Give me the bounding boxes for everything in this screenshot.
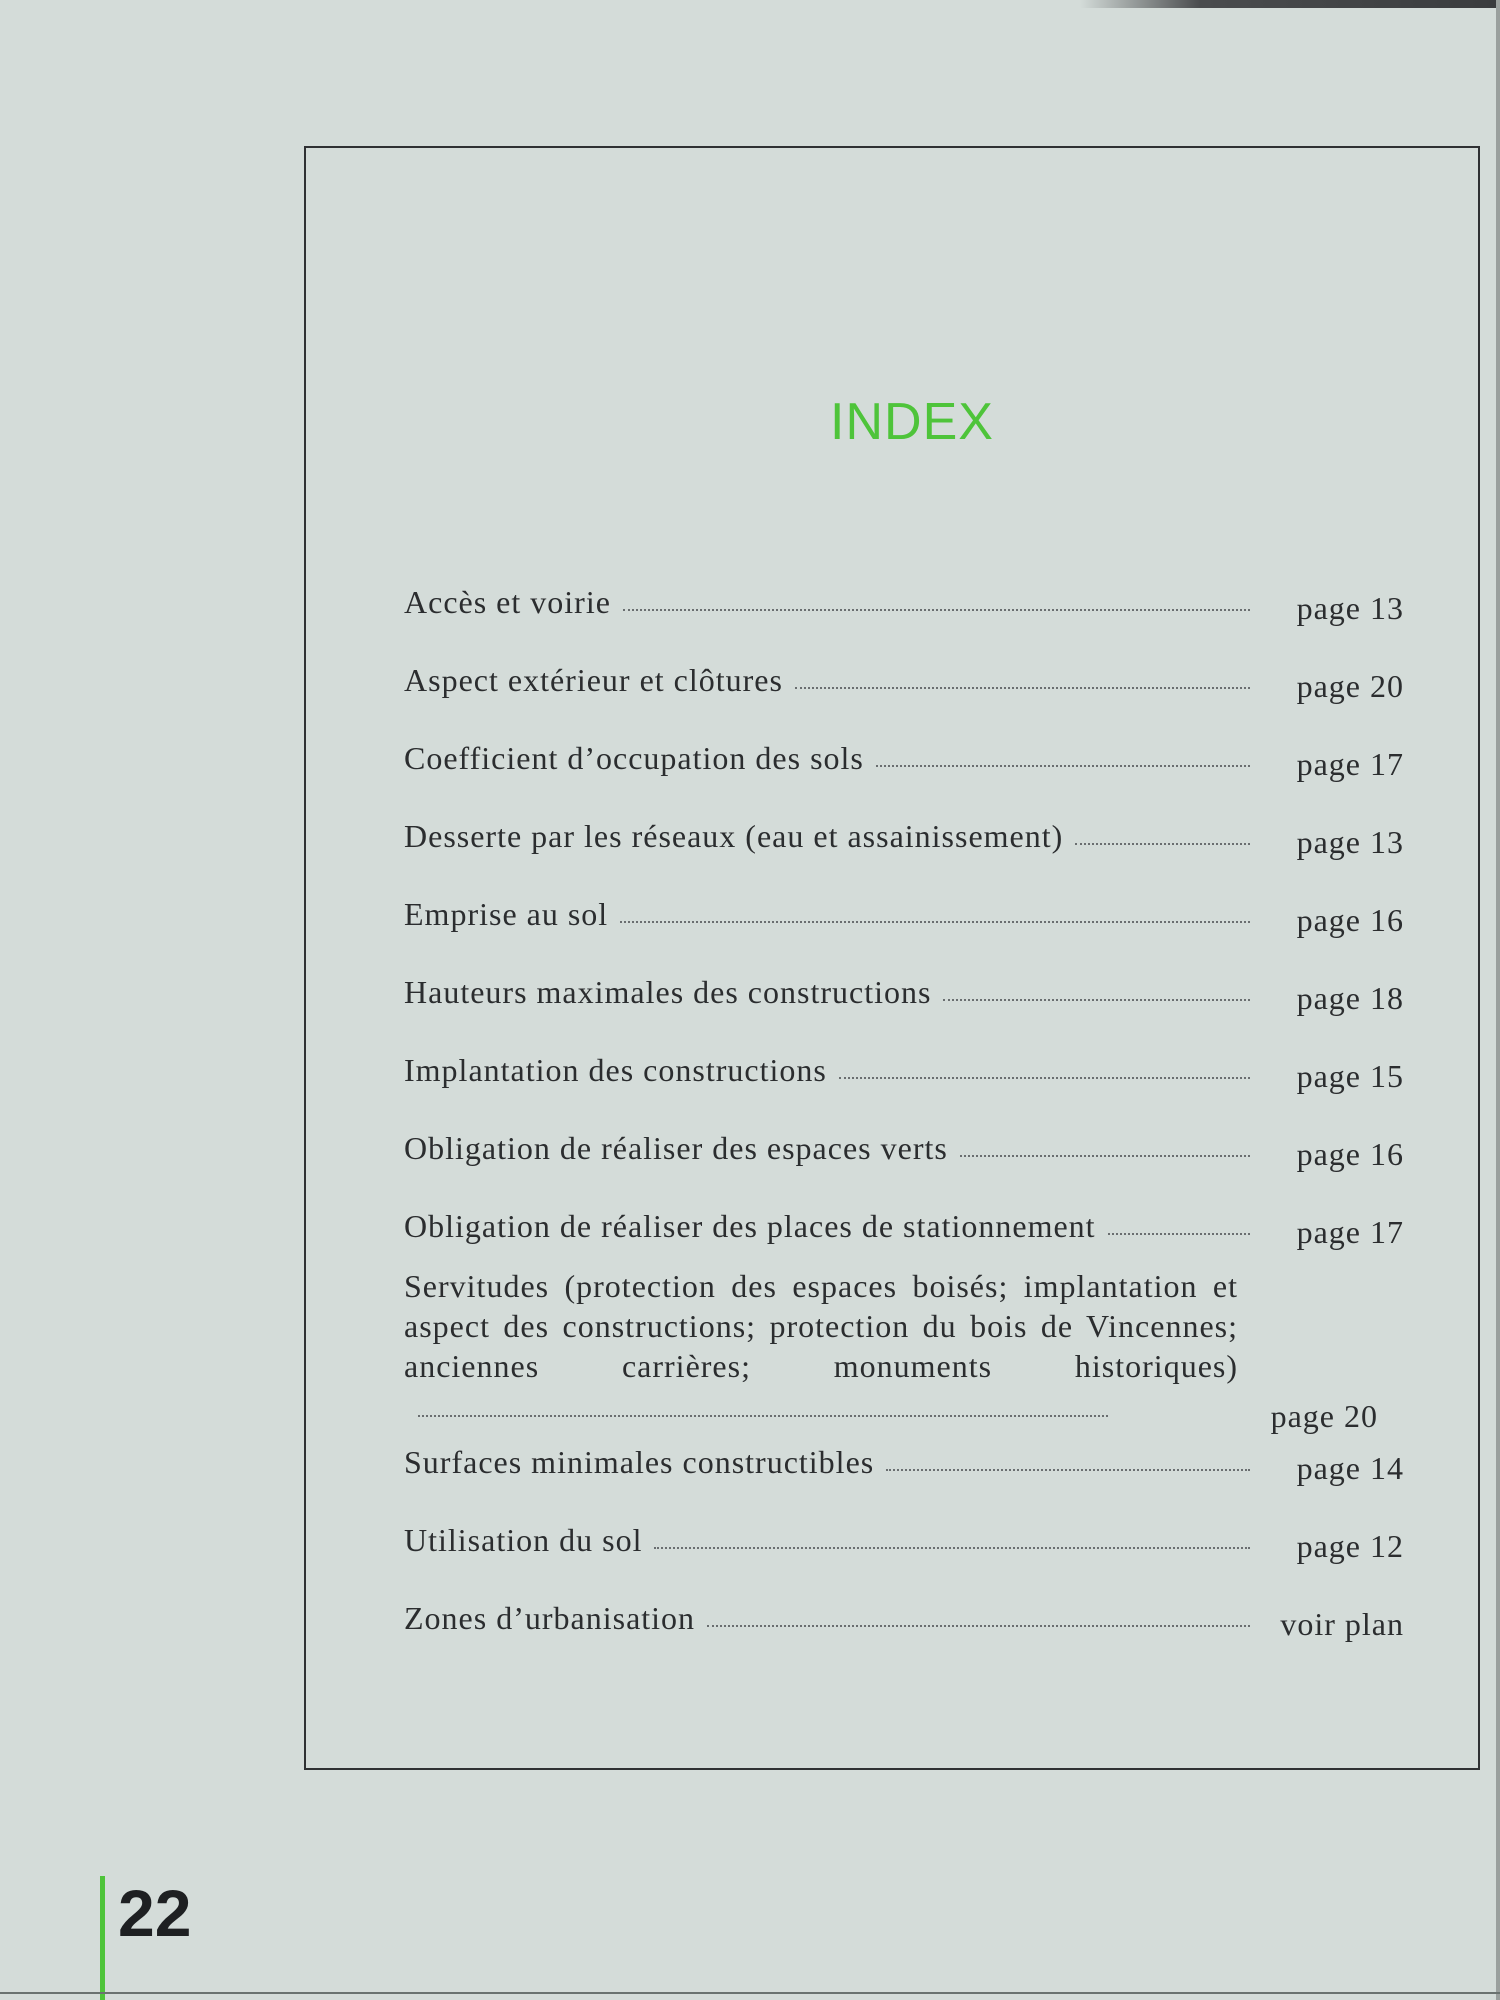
- entry-label: Accès et voirie: [404, 584, 611, 620]
- top-edge-shadow: [0, 0, 1500, 8]
- entry-page: page 20: [1296, 668, 1404, 704]
- index-entry: [404, 898, 1404, 976]
- entry-page: page 16: [1296, 902, 1404, 938]
- entry-label-text: Servitudes (protection des espaces boisés; implantation et aspect des constructions; protection du bois de Vincennes; anciennes carrières; monuments historiques): [404, 1268, 1238, 1384]
- entry-page: page 18: [1296, 980, 1404, 1016]
- dot-leader: [623, 609, 1250, 611]
- page-number: 22: [118, 1876, 192, 1950]
- dot-leader: [943, 999, 1250, 1001]
- index-entry: [404, 1446, 1404, 1524]
- page-number-marker: [100, 1876, 105, 2000]
- entry-label: Coefficient d’occupation des sols: [404, 740, 864, 776]
- index-entry: [404, 1054, 1404, 1132]
- right-page-edge: [1496, 0, 1500, 2000]
- entry-page: page 17: [1296, 746, 1404, 782]
- dot-leader: [795, 687, 1250, 689]
- entry-page: page 16: [1296, 1136, 1404, 1172]
- entry-label: [404, 1266, 1238, 1426]
- index-entry-multiline: [404, 1268, 1404, 1446]
- entry-label: Obligation de réaliser des places de stationnement: [404, 1208, 1096, 1244]
- dot-leader: [707, 1625, 1250, 1627]
- index-entry: [404, 1602, 1404, 1680]
- dot-leader: [620, 921, 1250, 923]
- dot-leader: [418, 1414, 1108, 1417]
- index-entry: [404, 976, 1404, 1054]
- dot-leader: [839, 1077, 1250, 1079]
- entry-label: Implantation des constructions: [404, 1052, 827, 1088]
- entry-label: Emprise au sol: [404, 896, 609, 932]
- entry-page: page 15: [1296, 1058, 1404, 1094]
- index-entry: [404, 664, 1404, 742]
- index-entry: [404, 742, 1404, 820]
- entry-label: Surfaces minimales constructibles: [404, 1444, 875, 1480]
- entry-page: page 12: [1296, 1528, 1404, 1564]
- dot-leader: [1075, 843, 1250, 845]
- entry-page: page 17: [1296, 1214, 1404, 1250]
- index-entry: [404, 586, 1404, 664]
- dot-leader: [654, 1547, 1250, 1549]
- index-entry: [404, 820, 1404, 898]
- entry-page: page 14: [1296, 1450, 1404, 1486]
- index-frame: [304, 146, 1480, 1770]
- entry-label: Zones d’urbanisation: [404, 1600, 696, 1636]
- dot-leader: [886, 1469, 1250, 1471]
- entry-page: voir plan: [1280, 1606, 1404, 1642]
- index-entries: [404, 586, 1404, 1680]
- entry-page: page 20: [1270, 1398, 1378, 1434]
- dot-leader: [960, 1155, 1250, 1157]
- index-entry: [404, 1132, 1404, 1210]
- bottom-rule: [0, 1992, 1500, 1994]
- entry-page: page 13: [1296, 824, 1404, 860]
- index-title: INDEX: [830, 393, 994, 451]
- dot-leader: [1108, 1233, 1250, 1235]
- index-entry: [404, 1524, 1404, 1602]
- entry-label: Desserte par les réseaux (eau et assainissement): [404, 818, 1064, 854]
- entry-label: Hauteurs maximales des constructions: [404, 974, 932, 1010]
- entry-label: Aspect extérieur et clôtures: [404, 662, 783, 698]
- entry-page: page 13: [1296, 590, 1404, 626]
- entry-label: Obligation de réaliser des espaces verts: [404, 1130, 948, 1166]
- dot-leader: [876, 765, 1250, 767]
- entry-label: Utilisation du sol: [404, 1522, 643, 1558]
